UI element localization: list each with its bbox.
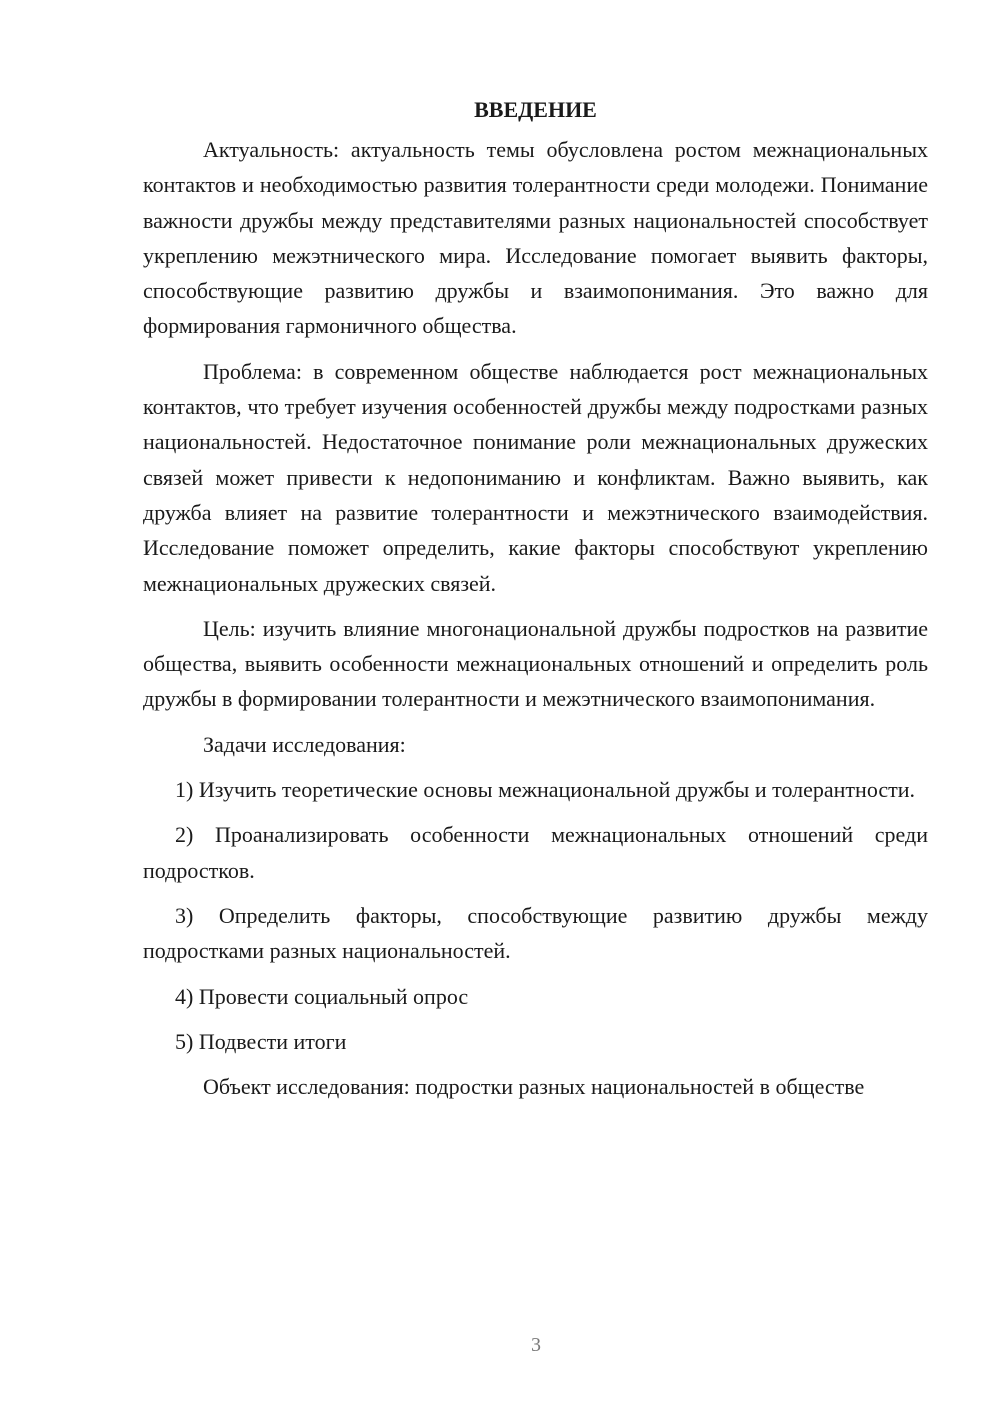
goal-paragraph: Цель: изучить влияние многонациональной дружбы подростков на развитие общества, выявить особенности межнациональных отношений и определить роль дружбы в формировании толерантности и межэтнического взаимопонимания. — [143, 615, 928, 712]
task-item: 2) Проанализировать особенности межнациональных отношений среди подростков. — [143, 822, 928, 883]
page-number: 3 — [531, 1334, 541, 1356]
section-title: ВВЕДЕНИЕ — [474, 97, 597, 122]
document-page — [143, 92, 928, 1114]
task-item: 4) Провести социальный опрос — [175, 983, 469, 1009]
task-item: 3) Определить факторы, способствующие развитию дружбы между подростками разных национальностей. — [143, 902, 928, 964]
problem-paragraph: Проблема: в современном обществе наблюдается рост межнациональных контактов, что требует изучения особенностей дружбы между подростками разных национальностей. Недостаточное понимание роли межнациональных дружеских связей может привести к недопониманию и конфликтам. Важно выявить, как дружба влияет на развитие толерантности и межэтнического взаимодействия. Исследование поможет определить, какие факторы способствуют укреплению межнациональных дружеских связей. — [143, 358, 928, 596]
task-item: 5) Подвести итоги — [175, 1028, 347, 1054]
relevance-paragraph: Актуальность: актуальность темы обусловлена ростом межнациональных контактов и необходимостью развития толерантности среди молодежи. Понимание важности дружбы между представителями разных национальностей способствует укреплению межэтнического мира. Исследование помогает выявить факторы, способствующие развитию дружбы и взаимопонимания. Это важно для формирования гармоничного общества. — [143, 137, 928, 339]
tasks-heading: Задачи исследования: — [203, 731, 406, 757]
task-item: 1) Изучить теоретические основы межнациональной дружбы и толерантности. — [175, 777, 916, 803]
object-paragraph: Объект исследования: подростки разных национальностей в обществе — [203, 1074, 865, 1100]
